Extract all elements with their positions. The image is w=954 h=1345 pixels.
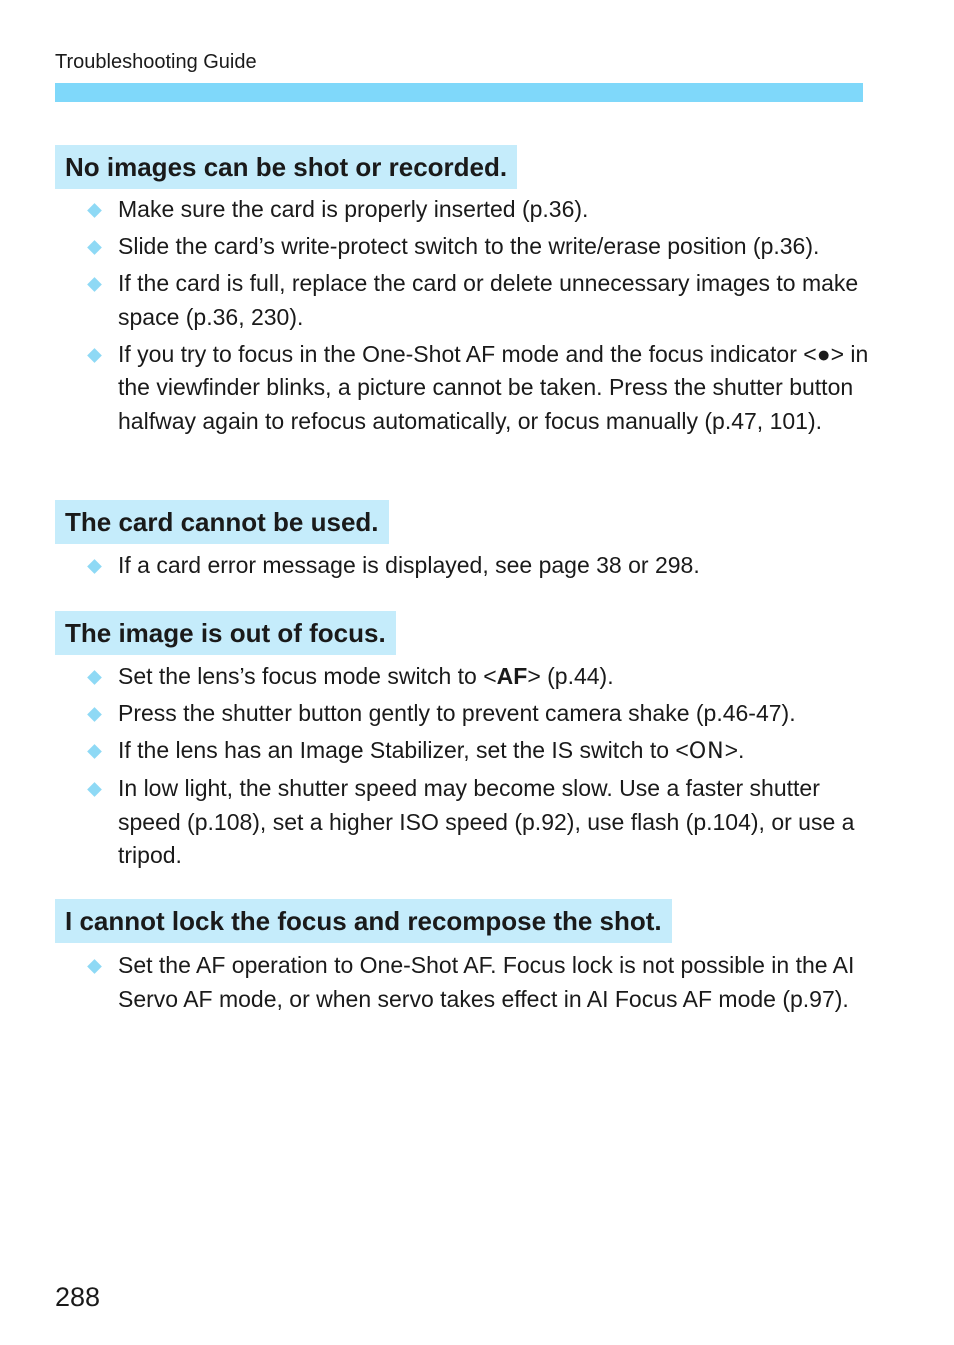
focus-indicator-icon: ●	[816, 340, 831, 367]
section-heading-card-unusable: The card cannot be used.	[55, 500, 389, 544]
diamond-bullet-icon	[87, 744, 102, 759]
bullet-list-card-unusable	[86, 549, 876, 586]
list-item-text-before: If the lens has an Image Stabilizer, set the IS switch to <	[118, 737, 689, 764]
list-item-text-before: If you try to focus in the One-Shot AF mode and the focus indicator <	[118, 340, 817, 367]
diamond-bullet-icon	[87, 348, 102, 363]
diamond-bullet-icon	[87, 203, 102, 218]
list-item-text: If a card error message is displayed, see page 38 or 298.	[118, 552, 700, 578]
list-item	[86, 338, 876, 439]
diamond-bullet-icon	[87, 959, 102, 974]
list-item-text-after: > (p.44).	[527, 663, 614, 689]
on-symbol: ON	[688, 739, 725, 765]
header-title: Troubleshooting Guide	[55, 51, 257, 73]
diamond-bullet-icon	[87, 240, 102, 255]
list-item-text: Slide the card’s write-protect switch to the write/erase position (p.36).	[118, 233, 820, 260]
list-item	[86, 949, 876, 1016]
list-item-text-after: >.	[724, 737, 745, 764]
list-item	[86, 230, 876, 264]
af-symbol: AF	[496, 663, 528, 689]
list-item-text: Make sure the card is properly inserted (p.36).	[118, 196, 589, 222]
list-item	[86, 697, 876, 731]
list-item-text: Press the shutter button gently to prevent camera shake (p.46-47).	[118, 700, 796, 727]
diamond-bullet-icon	[87, 782, 102, 797]
list-item	[86, 734, 876, 769]
section-heading-focus-lock: I cannot lock the focus and recompose the shot.	[55, 899, 672, 943]
list-item	[86, 267, 876, 334]
section-heading-out-of-focus: The image is out of focus.	[55, 611, 396, 655]
list-item	[86, 193, 876, 227]
list-item-text: Set the AF operation to One-Shot AF. Focus lock is not possible in the AI Servo AF mode, or when servo takes effect in AI Focus AF mode (p.97).	[118, 952, 855, 1012]
diamond-bullet-icon	[87, 707, 102, 722]
list-item-text-before: Set the lens’s focus mode switch to <	[118, 663, 497, 689]
page-number: 288	[55, 1282, 101, 1312]
list-item	[86, 772, 876, 873]
list-item-text: If the card is full, replace the card or delete unnecessary images to make space (p.36, 230).	[118, 270, 859, 330]
header-bar	[55, 83, 863, 102]
bullet-list-out-of-focus	[86, 660, 876, 877]
diamond-bullet-icon	[87, 559, 102, 574]
list-item-text-after: > in the viewfinder blinks, a picture cannot be taken. Press the shutter button halfway again to refocus automatically, or focus manually (p.47, 101).	[118, 340, 869, 435]
bullet-list-focus-lock	[86, 949, 876, 1020]
bullet-list-no-images	[86, 193, 876, 442]
section-heading-no-images: No images can be shot or recorded.	[55, 145, 517, 189]
diamond-bullet-icon	[87, 670, 102, 685]
list-item	[86, 549, 876, 583]
list-item-text: In low light, the shutter speed may become slow. Use a faster shutter speed (p.108), set a higher ISO speed (p.92), use flash (p.104), or use a tripod.	[118, 775, 855, 869]
diamond-bullet-icon	[87, 277, 102, 292]
list-item	[86, 660, 876, 694]
